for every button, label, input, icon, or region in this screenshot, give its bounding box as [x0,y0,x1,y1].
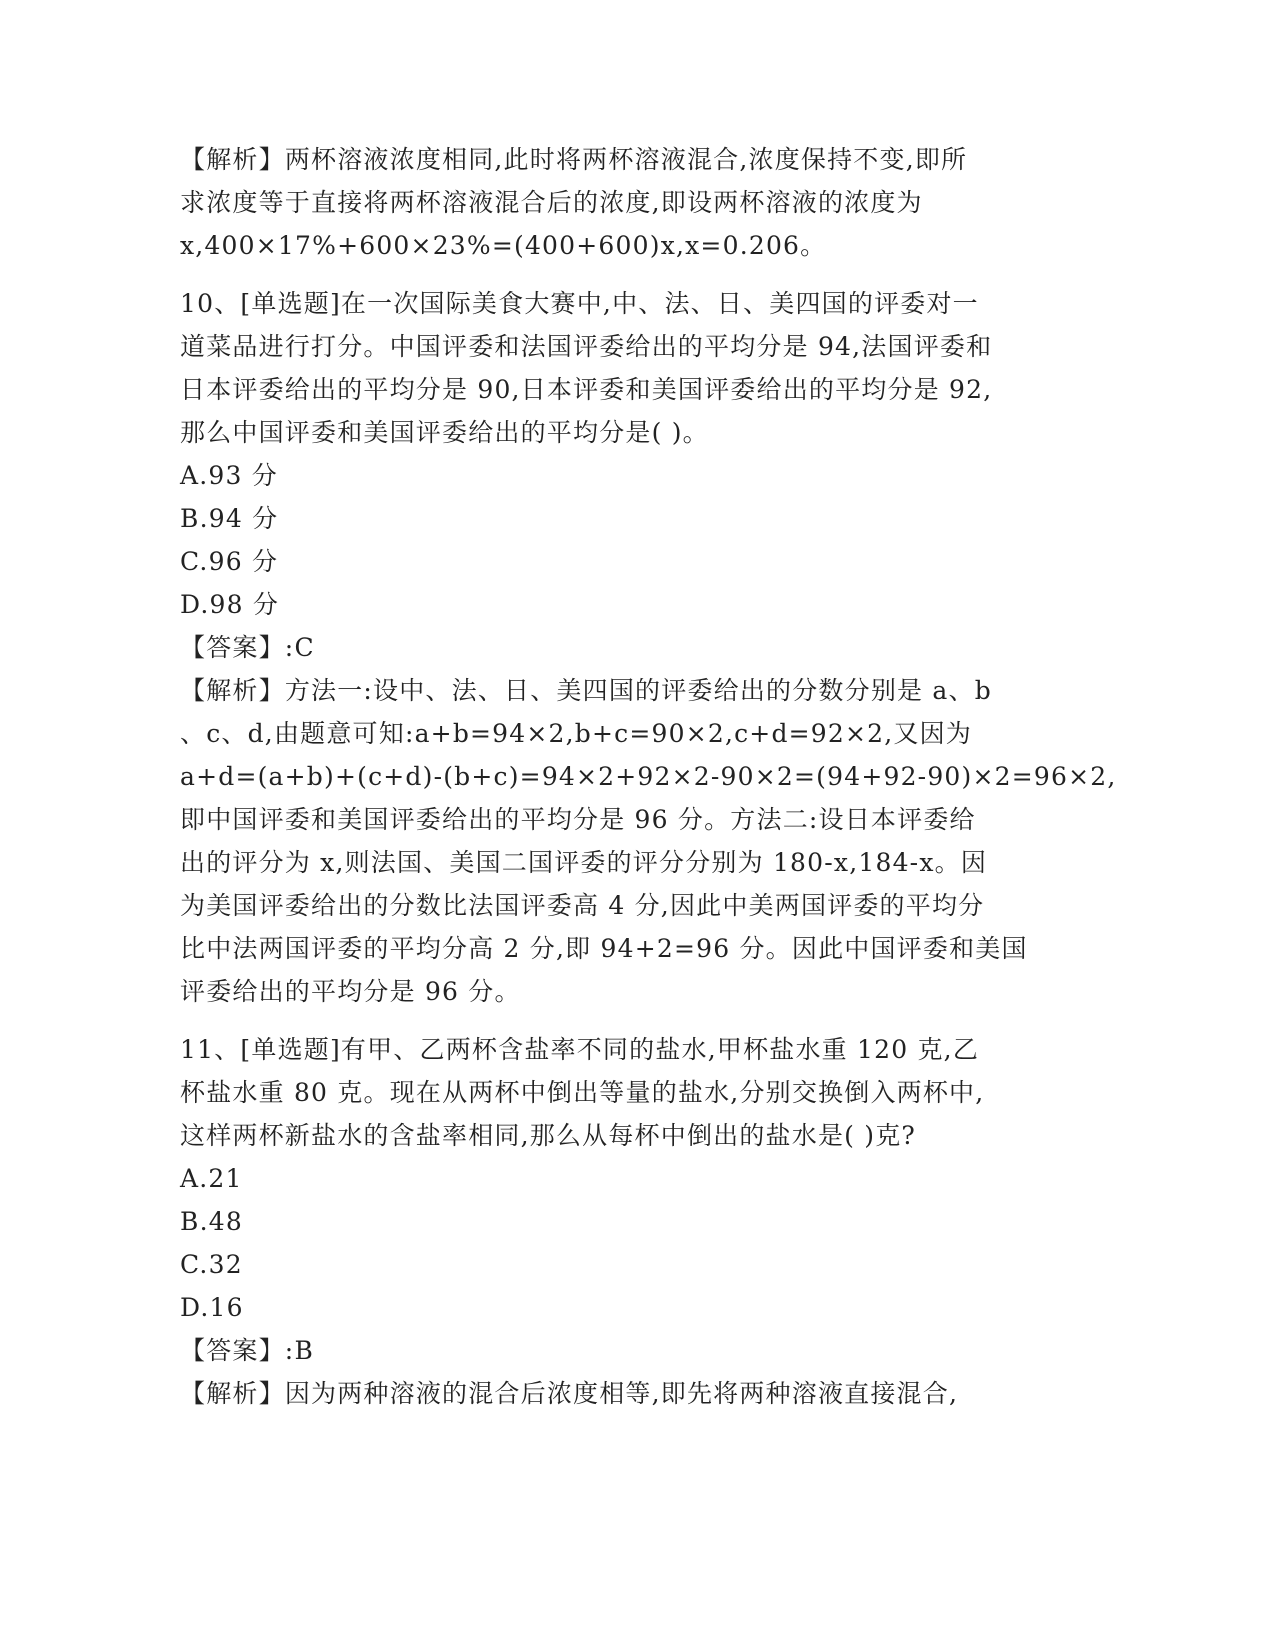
analysis-tag: 【解析】 [180,1379,285,1408]
answer-line [180,1329,1080,1372]
analysis-line: 比中法两国评委的平均分高 2 分,即 94+2=96 分。因此中国评委和美国 [180,934,1028,963]
prev-analysis-line-3: x,400×17%+600×23%=(400+600)x,x=0.206。 [180,231,827,260]
option-d: D.98 分 [180,590,280,619]
prev-analysis-line-2: 求浓度等于直接将两杯溶液混合后的浓度,即设两杯溶液的浓度为 [180,188,923,217]
question-stem-line: 这样两杯新盐水的含盐率相同,那么从每杯中倒出的盐水是( )克? [180,1121,917,1150]
analysis-line: 为美国评委给出的分数比法国评委高 4 分,因此中美两国评委的平均分 [180,891,985,920]
analysis-line: 出的评分为 x,则法国、美国二国评委的评分分别为 180-x,184-x。因 [180,848,988,877]
question-stem-line: 那么中国评委和美国评委给出的平均分是( )。 [180,418,709,447]
option-a: A.21 [180,1164,243,1193]
option-b: B.48 [180,1207,243,1236]
answer-value: B [294,1336,315,1365]
option-d: D.16 [180,1293,244,1322]
analysis-line: 即中国评委和美国评委给出的平均分是 96 分。方法二:设日本评委给 [180,805,976,834]
question-stem-line: 10、[单选题]在一次国际美食大赛中,中、法、日、美四国的评委对一 [180,289,979,318]
analysis-text: 因为两种溶液的混合后浓度相等,即先将两种溶液直接混合, [284,1379,959,1408]
prev-analysis-line-1 [180,138,1080,181]
document-body [180,138,1117,1415]
analysis-line: 、c、d,由题意可知:a+b=94×2,b+c=90×2,c+d=92×2,又因为 [180,719,973,748]
analysis-tag: 【解析】 [180,676,285,705]
prev-analysis [180,138,1080,267]
question-stem-line: 道菜品进行打分。中国评委和法国评委给出的平均分是 94,法国评委和 [180,332,993,361]
option-c: C.96 分 [180,547,279,576]
question-stem-line: 杯盐水重 80 克。现在从两杯中倒出等量的盐水,分别交换倒入两杯中, [180,1078,985,1107]
analysis-line: 评委给出的平均分是 96 分。 [180,977,521,1006]
analysis-line: a+d=(a+b)+(c+d)-(b+c)=94×2+92×2-90×2=(94+92-90)×2=96×2, [180,762,1117,791]
question-10 [180,282,1117,1013]
answer-label: 【答案】: [180,1336,295,1365]
analysis-line [180,669,1080,712]
question-11 [180,1028,1080,1415]
option-b: B.94 分 [180,504,279,533]
answer-label: 【答案】: [180,633,295,662]
question-stem-line: 11、[单选题]有甲、乙两杯含盐率不同的盐水,甲杯盐水重 120 克,乙 [180,1035,980,1064]
analysis-text: 方法一:设中、法、日、美四国的评委给出的分数分别是 a、b [284,676,992,705]
analysis-text: 两杯溶液浓度相同,此时将两杯溶液混合,浓度保持不变,即所 [284,145,968,174]
option-c: C.32 [180,1250,243,1279]
analysis-tag: 【解析】 [180,145,285,174]
answer-value: C [294,633,315,662]
option-a: A.93 分 [180,461,278,490]
answer-line [180,626,1080,669]
analysis-line [180,1372,1080,1415]
question-stem-line: 日本评委给出的平均分是 90,日本评委和美国评委给出的平均分是 92, [180,375,993,404]
